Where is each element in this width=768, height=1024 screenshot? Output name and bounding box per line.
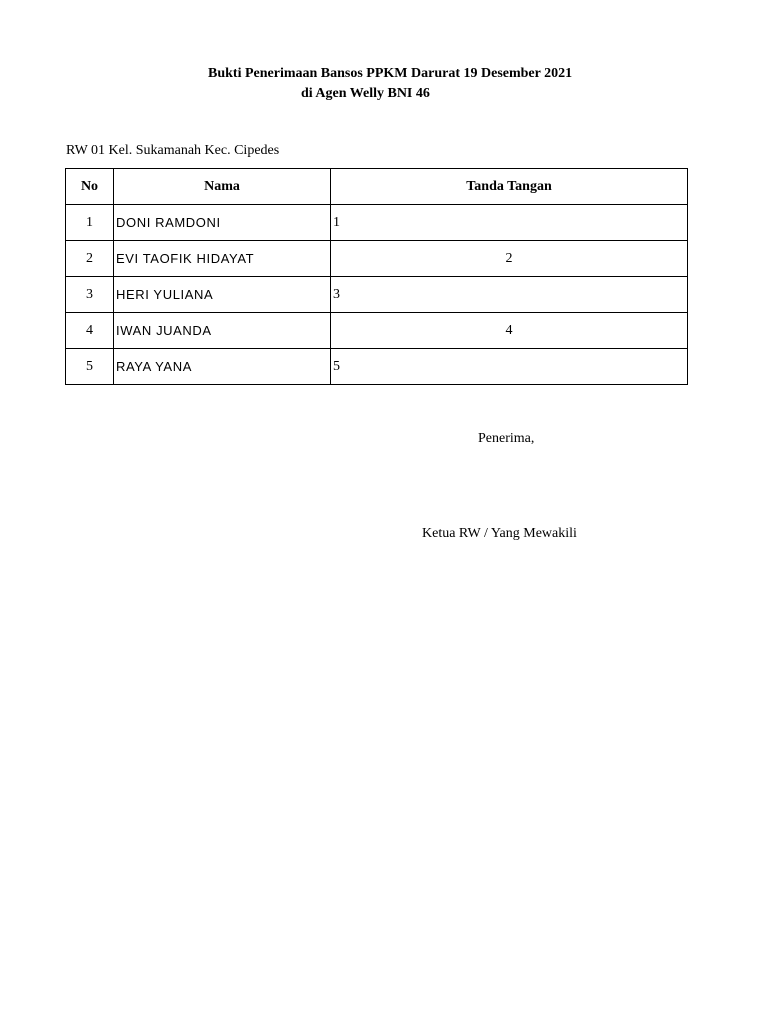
- document-title: Bukti Penerimaan Bansos PPKM Darurat 19 Desember 2021: [208, 66, 573, 81]
- table-row: [66, 349, 688, 385]
- row-number: 2: [66, 241, 114, 277]
- header-nama: Nama: [114, 169, 331, 205]
- recipient-signature-label: Penerima,: [478, 431, 535, 446]
- row-number: 1: [66, 205, 114, 241]
- recipient-name: HERI YULIANA: [114, 277, 331, 313]
- header-tanda-tangan: Tanda Tangan: [331, 169, 688, 205]
- table-row: [66, 205, 688, 241]
- recipient-name: IWAN JUANDA: [114, 313, 331, 349]
- signature-cell: 1: [331, 205, 688, 241]
- signature-cell: 4: [331, 313, 688, 349]
- chief-signature-label: Ketua RW / Yang Mewakili: [422, 526, 577, 541]
- signature-cell: 3: [331, 277, 688, 313]
- header-no: No: [66, 169, 114, 205]
- signature-cell: 5: [331, 349, 688, 385]
- row-number: 3: [66, 277, 114, 313]
- table-row: [66, 241, 688, 277]
- location-text: RW 01 Kel. Sukamanah Kec. Cipedes: [66, 143, 280, 158]
- row-number: 5: [66, 349, 114, 385]
- row-number: 4: [66, 313, 114, 349]
- signature-cell: 2: [331, 241, 688, 277]
- recipients-table: [65, 168, 688, 385]
- table-row: [66, 313, 688, 349]
- recipient-name: DONI RAMDONI: [114, 205, 331, 241]
- table-header-row: [66, 169, 688, 205]
- document-subtitle: di Agen Welly BNI 46: [301, 86, 430, 101]
- table-row: [66, 277, 688, 313]
- recipient-name: RAYA YANA: [114, 349, 331, 385]
- recipient-name: EVI TAOFIK HIDAYAT: [114, 241, 331, 277]
